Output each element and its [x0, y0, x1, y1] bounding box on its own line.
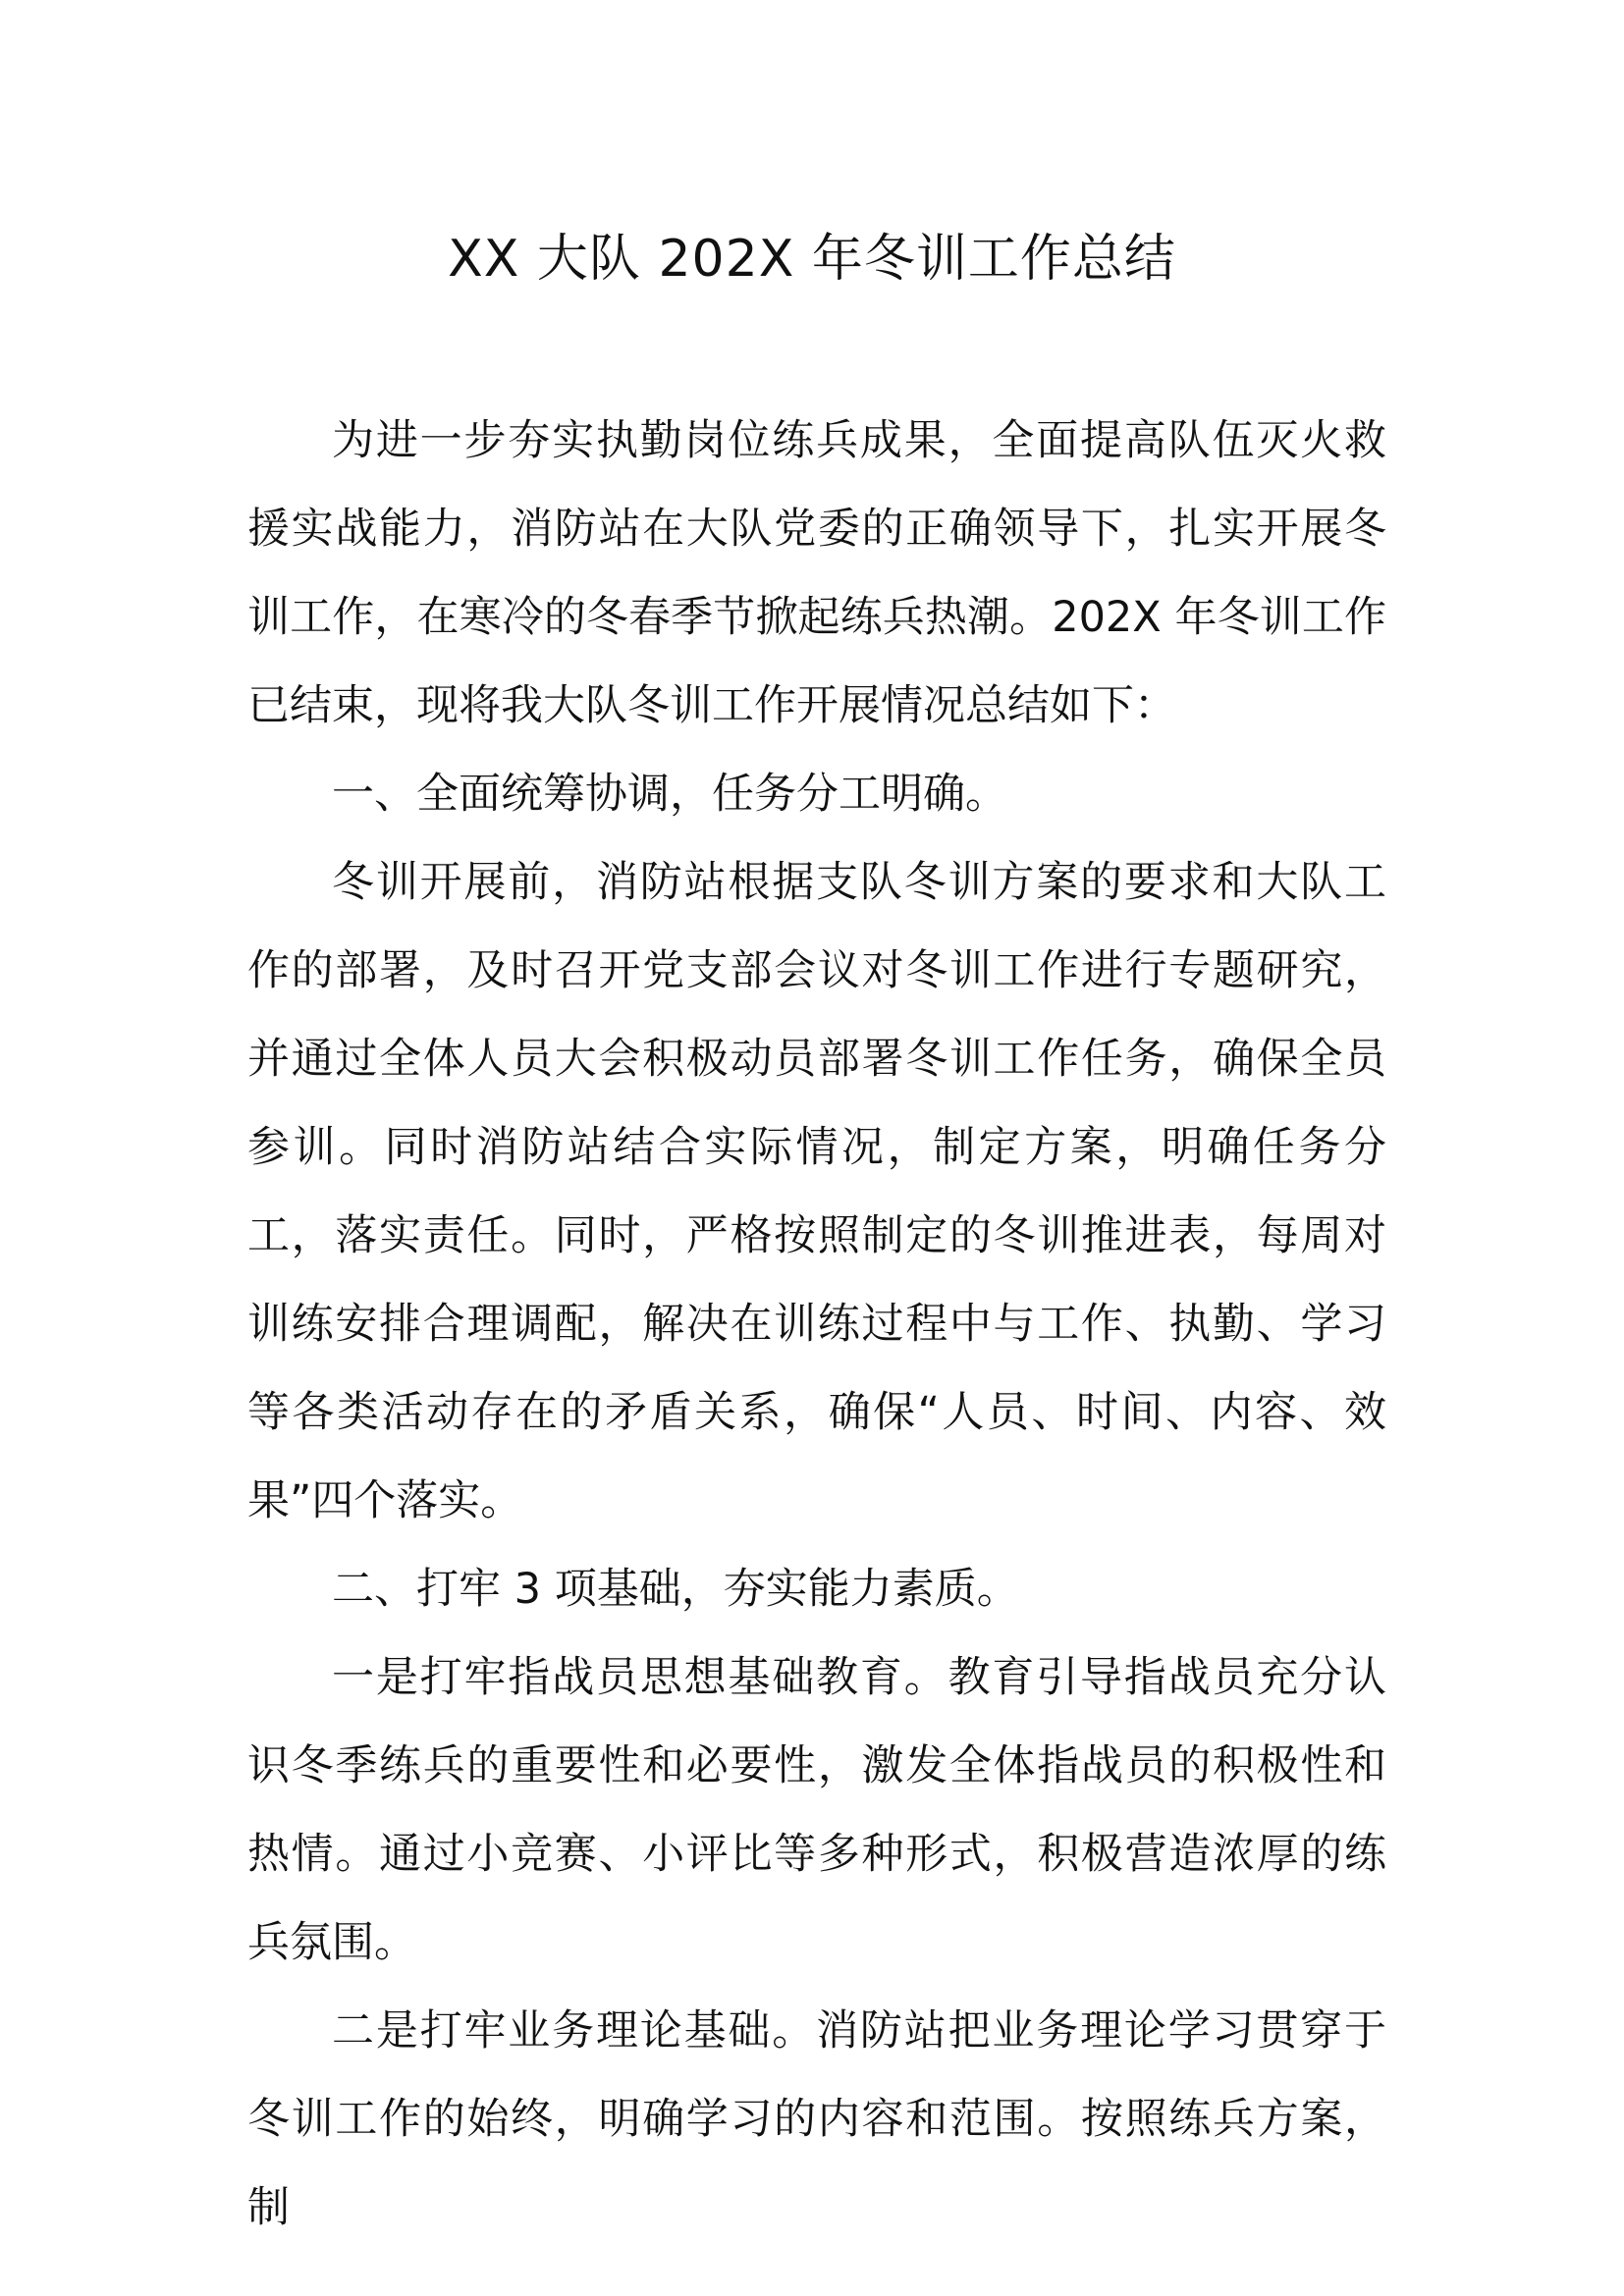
paragraph-section-2-item-1: 一是打牢指战员思想基础教育。教育引导指战员充分认识冬季练兵的重要性和必要性，激发全体指战员的积极性和热情。通过小竞赛、小评比等多种形式，积极营造浓厚的练兵氛围。 [247, 1653, 1386, 1967]
section-heading-2: 二、打牢 3 项基础，夯实能力素质。 [332, 1565, 1019, 1614]
section-heading-1: 一、全面统筹协调，任务分工明确。 [332, 770, 1007, 819]
document-body [247, 397, 1386, 2252]
paragraph-section-2-item-2: 二是打牢业务理论基础。消防站把业务理论学习贯穿于冬训工作的始终，明确学习的内容和范围。按照练兵方案，制 [247, 2006, 1386, 2232]
paragraph-section-1: 冬训开展前，消防站根据支队冬训方案的要求和大队工作的部署，及时召开党支部会议对冬训工作进行专题研究，并通过全体人员大会积极动员部署冬训工作任务，确保全员参训。同时消防站结合实际情况，制定方案，明确任务分工，落实责任。同时，严格按照制定的冬训推进表，每周对训练安排合理调配，解决在训练过程中与工作、执勤、学习等各类活动存在的矛盾关系，确保“人员、时间、内容、效果”四个落实。 [247, 858, 1386, 1525]
document-title: XX 大队 202X 年冬训工作总结 [448, 230, 1176, 289]
paragraph-intro: 为进一步夯实执勤岗位练兵成果，全面提高队伍灭火救援实战能力，消防站在大队党委的正确领导下，扎实开展冬训工作，在寒冷的冬春季节掀起练兵热潮。202X 年冬训工作已结束，现将我大队冬训工作开展情况总结如下： [247, 416, 1386, 730]
